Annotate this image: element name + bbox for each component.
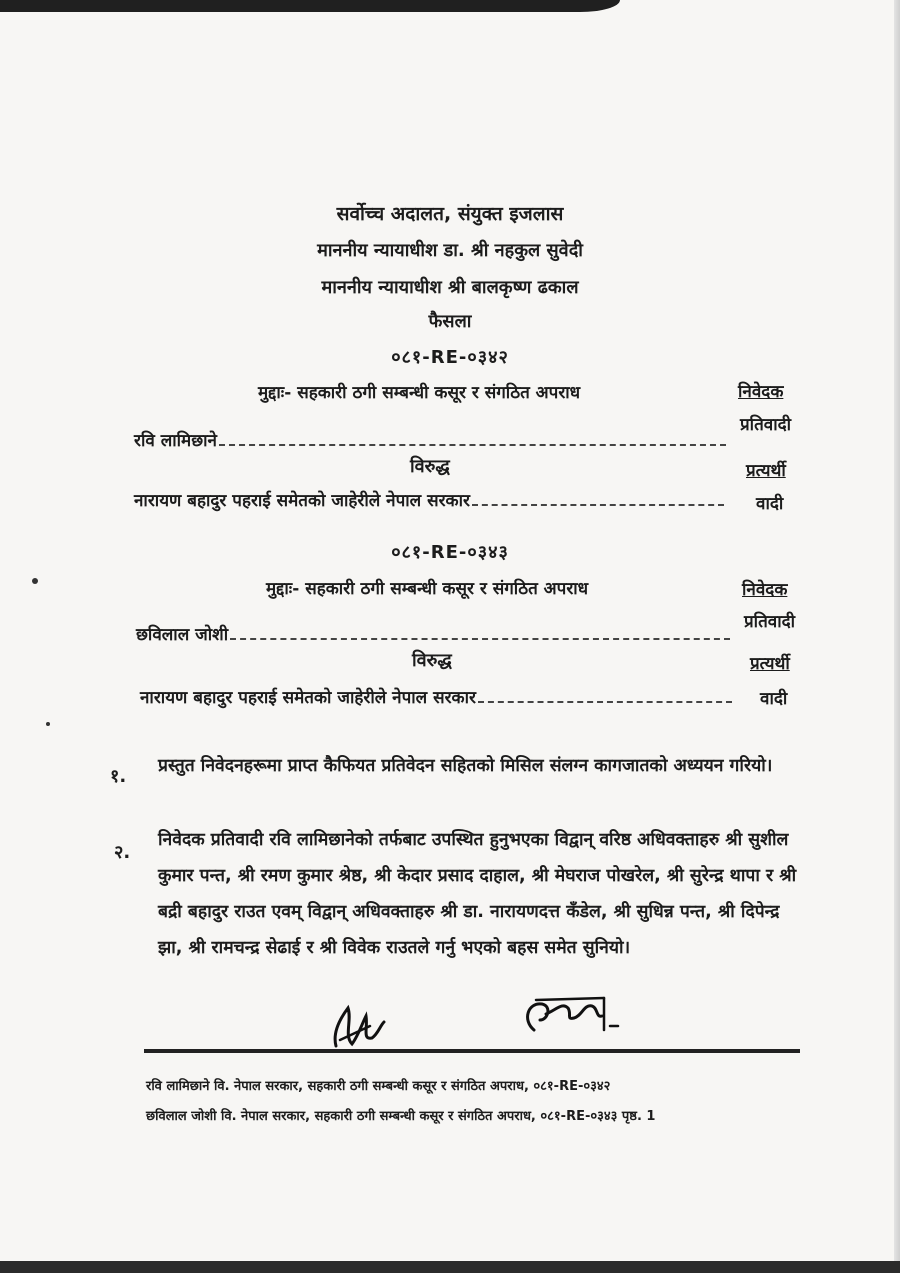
respondent-name: नारायण बहादुर पहराई समेतको जाहेरीले नेपाल सरकार [134,491,470,511]
case-subject: मुद्दाः- सहकारी ठगी सम्बन्धी कसूर र संगठित अपराध [266,579,589,599]
petitioner-name: छविलाल जोशी [136,625,229,645]
dashed-leader [472,504,724,506]
signature-mark [512,990,624,1048]
respondent-line [140,685,732,708]
paragraph-text: प्रस्तुत निवेदनहरूमा प्राप्त कैफियत प्रतिवेदन सहितको मिसिल संलग्न कागजातको अध्ययन गरियो। [158,756,773,776]
court-title: सर्वोच्च अदालत, संयुक्त इजलास [336,203,564,225]
dashed-leader [478,701,732,703]
respondent-role-secondary: वादी [756,494,784,514]
scan-bottom-edge [0,1261,900,1273]
verdict-label: फैसला [428,311,472,332]
judge-one: माननीय न्यायाधीश डा. श्री नहकुल सुवेदी [317,240,583,261]
case-number: ०८१-RE-०३४२ [391,347,509,368]
petitioner-role-label: निवेदक [742,580,788,600]
petitioner-role-secondary: प्रतिवादी [744,612,796,632]
versus-label: विरुद्ध [410,456,450,477]
footer-rule [144,1049,800,1053]
respondent-role-label: प्रत्यर्थी [746,461,786,481]
respondent-role-secondary: वादी [760,689,788,709]
petitioner-line [134,428,726,451]
dashed-leader [230,638,730,640]
petitioner-role-label: निवेदक [738,382,784,402]
petitioner-line [136,622,730,645]
footer-citation: छविलाल जोशी वि. नेपाल सरकार, सहकारी ठगी सम्बन्धी कसूर र संगठित अपराध, ०८१-RE-०३४३ पृष्ठ. 1 [146,1109,656,1124]
case-subject: मुद्दाः- सहकारी ठगी सम्बन्धी कसूर र संगठित अपराध [258,383,581,403]
scan-right-edge [894,0,900,1273]
paragraph-number: १. [110,766,127,787]
footer-citation: रवि लामिछाने वि. नेपाल सरकार, सहकारी ठगी सम्बन्धी कसूर र संगठित अपराध, ०८१-RE-०३४२ [146,1079,611,1094]
dashed-leader [219,444,726,446]
scan-speck [46,722,50,726]
petitioner-role-secondary: प्रतिवादी [740,415,792,435]
scan-top-edge [0,0,620,12]
judge-two: माननीय न्यायाधीश श्री बालकृष्ण ढकाल [321,277,579,298]
respondent-name: नारायण बहादुर पहराई समेतको जाहेरीले नेपाल सरकार [140,688,476,708]
versus-label: विरुद्ध [412,650,452,671]
respondent-role-label: प्रत्यर्थी [750,654,790,674]
paragraph-text: निवेदक प्रतिवादी रवि लामिछानेको तर्फबाट उपस्थित हुनुभएका विद्वान् वरिष्ठ अधिवक्ताहरु श्री सुशील कुमार पन्त, श्री रमण कुमार श्रेष्ठ, श्री केदार प्रसाद दाहाल, श्री मेघराज पोखरेल, श्री सुरेन्द्र थापा र श्री बद्री बहादुर राउत एवम् विद्वान् अधिवक्ताहरु श्री डा. नारायणदत्त कँडेल, श्री सुधिन्न पन्त, श्री दिपेन्द्र झा, श्री रामचन्द्र सेढाई र श्री विवेक राउतले गर्नु भएको बहस समेत सुनियो। [158,830,797,958]
petitioner-name: रवि लामिछाने [134,431,217,451]
scan-speck [32,578,38,584]
respondent-line [134,488,724,511]
paragraph-number: २. [114,842,131,863]
case-number: ०८१-RE-०३४३ [391,542,509,563]
